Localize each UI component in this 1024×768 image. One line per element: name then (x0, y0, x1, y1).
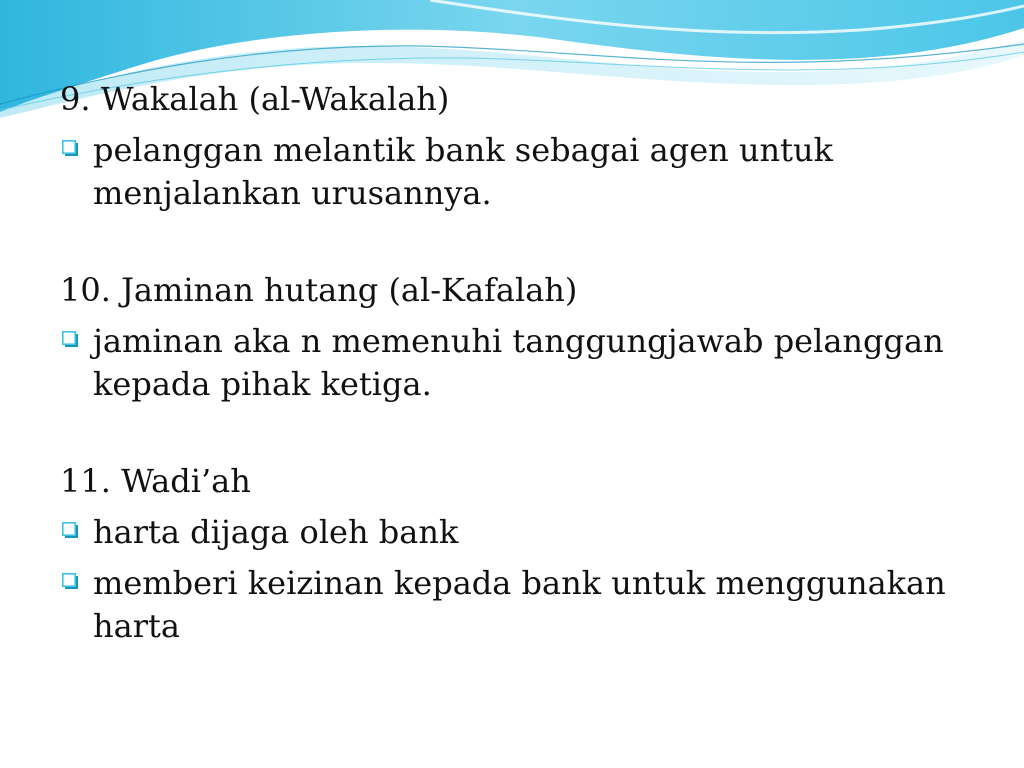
checkbox-square-icon (62, 331, 78, 347)
checkbox-square-icon (62, 140, 78, 156)
section-heading-kafalah: 10. Jaminan hutang (al-Kafalah) (60, 271, 578, 309)
checkbox-square-icon (62, 573, 78, 589)
section-heading-wadiah: 11. Wadi’ah (60, 462, 251, 500)
bullet-item (60, 320, 980, 406)
bullet-item (60, 129, 980, 215)
bullet-text: harta dijaga oleh bank (93, 513, 459, 551)
bullet-text: jaminan aka n memenuhi tanggungjawab pelanggan kepada pihak ketiga. (93, 322, 944, 403)
spacer (60, 406, 980, 460)
bullet-item (60, 511, 980, 554)
section-heading-wakalah: 9. Wakalah (al-Wakalah) (60, 80, 450, 118)
spacer (60, 215, 980, 269)
bullet-item (60, 562, 980, 648)
checkbox-square-icon (62, 522, 78, 538)
bullet-text: memberi keizinan kepada bank untuk menggunakan harta (93, 564, 946, 645)
slide-body (60, 78, 980, 648)
bullet-text: pelanggan melantik bank sebagai agen untuk menjalankan urusannya. (93, 131, 834, 212)
